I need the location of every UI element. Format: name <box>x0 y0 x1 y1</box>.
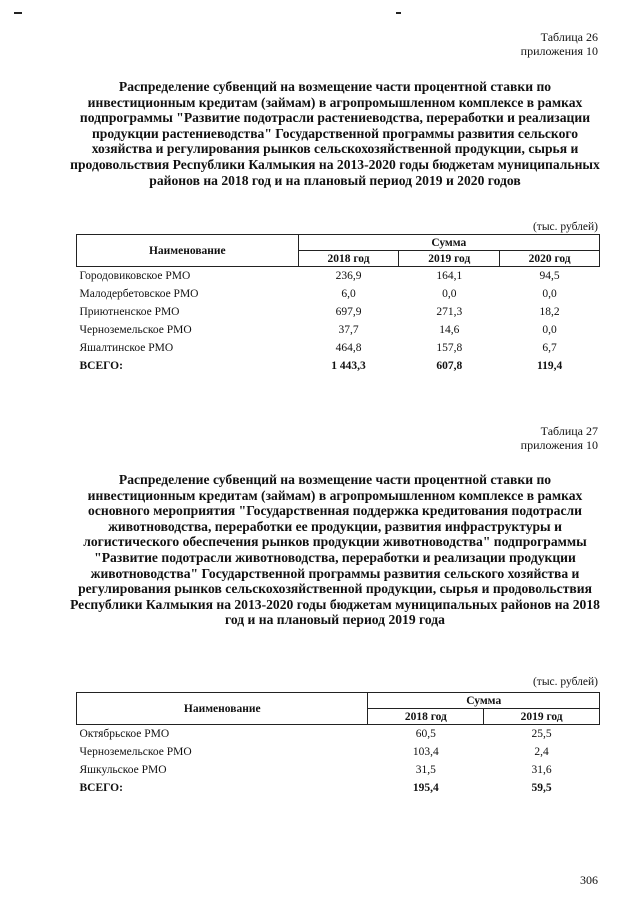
table-26-header-year: 2018 год <box>298 251 399 267</box>
table-27-header-sum: Сумма <box>368 693 600 709</box>
row-name: Черноземельское РМО <box>79 746 192 758</box>
row-name: Яшалтинское РМО <box>79 342 174 354</box>
table-row <box>77 761 600 779</box>
row-value: 6,0 <box>341 288 356 300</box>
table-26 <box>76 234 600 375</box>
table-27-unit: (тыс. рублей) <box>532 676 598 688</box>
table-26-header-year: 2020 год <box>500 251 600 267</box>
table-26-header-sum: Сумма <box>298 235 599 251</box>
row-value: 0,0 <box>542 324 557 336</box>
row-value: 271,3 <box>436 306 463 318</box>
table-27-header-year: 2018 год <box>368 709 484 725</box>
table-27-caption-number: Таблица 27 <box>540 424 598 438</box>
table-row <box>77 725 600 744</box>
scan-mark-left <box>14 12 22 14</box>
total-label: ВСЕГО: <box>79 782 123 794</box>
total-value: 1 443,3 <box>331 360 366 372</box>
row-value: 94,5 <box>539 270 560 282</box>
table-row <box>77 303 600 321</box>
total-label: ВСЕГО: <box>79 360 123 372</box>
row-value: 164,1 <box>436 270 463 282</box>
table-total-row <box>77 779 600 797</box>
total-value: 59,5 <box>531 782 552 794</box>
table-26-caption-appendix: приложения 10 <box>520 44 598 58</box>
row-value: 37,7 <box>338 324 359 336</box>
table-row <box>77 743 600 761</box>
table-27 <box>76 692 600 797</box>
row-value: 0,0 <box>442 288 457 300</box>
page-number: 306 <box>580 873 598 887</box>
row-name: Малодербетовское РМО <box>79 288 199 300</box>
total-value: 607,8 <box>436 360 463 372</box>
table-26-header-name: Наименование <box>77 235 299 267</box>
table-row <box>77 285 600 303</box>
table-27-caption <box>521 424 598 452</box>
table-27-header-year: 2019 год <box>484 709 600 725</box>
table-27-caption-appendix: приложения 10 <box>520 438 598 452</box>
row-value: 157,8 <box>436 342 463 354</box>
row-value: 236,9 <box>335 270 362 282</box>
table-row <box>77 267 600 286</box>
table-row <box>77 339 600 357</box>
row-name: Приютненское РМО <box>79 306 180 318</box>
table-total-row <box>77 357 600 375</box>
row-value: 18,2 <box>539 306 560 318</box>
scan-mark-center <box>396 12 401 14</box>
row-value: 60,5 <box>415 728 436 740</box>
table-row <box>77 321 600 339</box>
row-name: Октябрьское РМО <box>79 728 170 740</box>
row-name: Городовиковское РМО <box>79 270 191 282</box>
row-value: 0,0 <box>542 288 557 300</box>
row-value: 31,5 <box>415 764 436 776</box>
row-value: 697,9 <box>335 306 362 318</box>
row-value: 2,4 <box>534 746 549 758</box>
total-value: 195,4 <box>412 782 439 794</box>
table-26-header-year: 2019 год <box>399 251 500 267</box>
row-name: Черноземельское РМО <box>79 324 192 336</box>
table-26-caption <box>521 30 598 58</box>
total-value: 119,4 <box>536 360 563 372</box>
row-value: 103,4 <box>412 746 439 758</box>
table-27-header-name: Наименование <box>77 693 368 725</box>
row-value: 464,8 <box>335 342 362 354</box>
row-value: 25,5 <box>531 728 552 740</box>
row-value: 31,6 <box>531 764 552 776</box>
row-value: 6,7 <box>542 342 557 354</box>
table-26-title: Распределение субвенций на возмещение части процентной ставки по инвестиционным кредитам (займам) в агропромышленном комплексе в рамках подпрограммы "Развитие подотрасли растениеводства, переработки и реализации продукции растениеводства" Государственной программы развития сельского хозяйства и регулирования рынков сельскохозяйственной продукции, сырья и продовольствия Республики Калмыкия на 2013-2020 годы бюджетам муниципальных районов на 2018 год и на плановый период 2019 и 2020 годов <box>70 79 600 188</box>
table-26-caption-number: Таблица 26 <box>540 30 598 44</box>
row-name: Яшкульское РМО <box>79 764 167 776</box>
table-26-unit: (тыс. рублей) <box>532 221 598 233</box>
table-27-title: Распределение субвенций на возмещение части процентной ставки по инвестиционным кредитам (займам) в агропромышленном комплексе в рамках основного мероприятия "Государственная поддержка кредитования подотрасли животноводства, переработки ее продукции, развития инфраструктуры и логистического обеспечения рынков продукции животноводства" подпрограммы "Развитие подотрасли животноводства, переработки и реализации продукции животноводства" Государственной программы развития сельского хозяйства и регулирования рынков сельскохозяйственной продукции, сырья и продовольствия Республики Калмыкия на 2013-2020 годы бюджетам муниципальных районов на 2018 год и на плановый период 2019 года <box>70 472 600 628</box>
row-value: 14,6 <box>439 324 460 336</box>
